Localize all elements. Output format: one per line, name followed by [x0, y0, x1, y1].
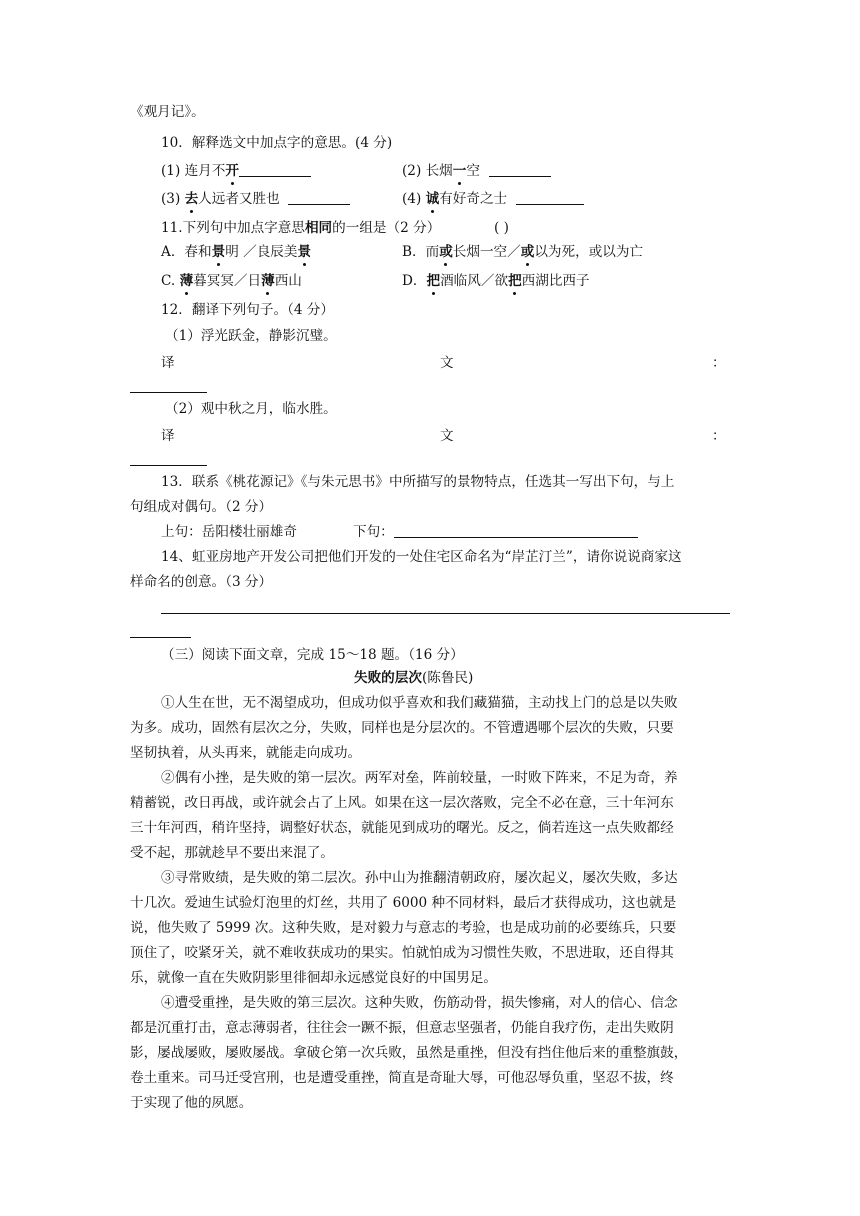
dotted-char: 开	[225, 163, 239, 179]
answer-blank[interactable]	[394, 523, 638, 538]
q11-answer-paren[interactable]: ( )	[494, 220, 509, 236]
translation-colon: ：	[712, 355, 726, 371]
answer-blank[interactable]	[239, 162, 311, 177]
paragraph-2-line: 受不起，那就趁早不要出来混了。	[130, 845, 334, 861]
paragraph-1-line: 坚韧执着，从头再来，就能走向成功。	[130, 745, 362, 761]
q11-option-d[interactable]: D．把酒临风／欲把西湖比西子	[402, 273, 590, 289]
answer-blank[interactable]	[489, 162, 551, 177]
translation-label-wen: 文	[440, 428, 454, 444]
q14-stem-line-2: 样命名的创意。（3 分）	[130, 574, 273, 590]
section-3-heading: （三）阅读下面文章，完成 15～18 题。（16 分）	[161, 647, 464, 663]
translation-colon: ：	[712, 428, 726, 444]
q10-stem: 10．解释选文中加点字的意思。(4 分)	[161, 135, 393, 151]
dotted-char: 薄	[261, 273, 275, 289]
answer-line[interactable]	[130, 392, 207, 393]
paragraph-3-line: ③寻常败绩，是失败的第二层次。孙中山为推翻清朝政府，屡次起义，屡次失败，多达	[161, 870, 678, 886]
dotted-char: 诚	[425, 191, 440, 207]
q13-stem-line-2: 句组成对偶句。（2 分）	[130, 499, 273, 515]
q11-option-b[interactable]: B．而或长烟一空／或以为死，或以为亡	[402, 244, 644, 260]
paragraph-4-line: 卷土重来。司马迁受宫刑，也是遭受重挫，简直是奇耻大辱，可他忍辱负重，坚忍不拔，终	[130, 1070, 674, 1086]
dotted-char: 景	[297, 244, 312, 260]
paragraph-2-line: ②偶有小挫，是失败的第一层次。两军对垒，阵前较量，一时败下阵来，不足为奇，养	[161, 770, 678, 786]
paragraph-1-line: ①人生在世，无不渴望成功，但成功似乎喜欢和我们藏猫猫，主动找上门的总是以失败	[161, 695, 678, 711]
q10-item-3: (3) 去人远者又胜也	[161, 190, 350, 208]
paragraph-4-line: 影，屡战屡败，屡败屡战。拿破仑第一次兵败，虽然是重挫，但没有挡住他后来的重整旗鼓，	[130, 1045, 688, 1061]
dotted-char: 把	[508, 273, 522, 289]
q13-lower-line: 下句：	[353, 523, 638, 541]
q10-item-2: (2) 长烟一空	[402, 162, 551, 180]
answer-line[interactable]	[130, 637, 191, 638]
q11-option-c[interactable]: C. 薄暮冥冥／日薄西山	[161, 273, 302, 289]
dotted-char: 或	[520, 244, 535, 260]
paragraph-2-line: 精蓄锐，改日再战，或许就会占了上风。如果在这一层次落败，完全不必在意，三十年河东	[130, 795, 674, 811]
book-reference-line: 《观月记》。	[130, 104, 205, 120]
dotted-char: 把	[426, 273, 441, 289]
q12-stem: 12．翻译下列句子。（4 分）	[161, 302, 334, 318]
q11-option-a[interactable]: A．春和景明 ／良辰美景	[161, 244, 312, 260]
dotted-char: 或	[439, 244, 453, 260]
answer-line[interactable]	[161, 613, 730, 614]
answer-line[interactable]	[130, 465, 207, 466]
translation-label-yi: 译	[161, 428, 175, 444]
paragraph-3-line: 说，他失败了 5999 次。这种失败，是对毅力与意志的考验，也是成功前的必要练兵，只要	[130, 920, 677, 936]
q11-stem: 11.下列句中加点字意思相同的一组是（2 分）	[161, 220, 441, 236]
paragraph-3-line: 顶住了，咬紧牙关，就不难收获成功的果实。怕就怕成为习惯性失败，不思进取，还自得其	[130, 945, 674, 961]
translation-label-wen: 文	[440, 355, 454, 371]
dotted-char: 薄	[179, 273, 194, 289]
answer-blank[interactable]	[516, 190, 584, 205]
paragraph-4-line: ④遭受重挫，是失败的第三层次。这种失败，伤筋动骨，损失惨痛，对人的信心、信念	[161, 995, 678, 1011]
paragraph-3-line: 乐，就像一直在失败阴影里徘徊却永远感觉良好的中国男足。	[130, 970, 498, 986]
dotted-char: 一	[452, 163, 467, 179]
paragraph-2-line: 三十年河西，稍许坚持，调整好状态，就能见到成功的曙光。反之，倘若连这一点失败都经	[130, 820, 674, 836]
q12-sentence-1: （1）浮光跃金，静影沉璧。	[165, 328, 337, 344]
q13-stem-line-1: 13．联系《桃花源记》《与朱元思书》中所描写的景物特点，任选其一写出下句，与上	[161, 474, 675, 490]
article-title: 失败的层次(陈鲁民)	[354, 670, 474, 686]
answer-blank[interactable]	[288, 190, 350, 205]
q13-upper-line: 上句：岳阳楼壮丽雄奇	[161, 524, 297, 540]
q10-item-1: (1) 连月不开	[161, 162, 311, 180]
q10-item-4: (4) 诚有好奇之士	[402, 190, 584, 208]
paragraph-3-line: 十几次。爱迪生试验灯泡里的灯丝，共用了 6000 种不同材料，最后才获得成功，这也就是	[130, 895, 677, 911]
paragraph-1-line: 为多。成功，固然有层次之分，失败，同样也是分层次的。不管遭遇哪个层次的失败，只要	[130, 720, 674, 736]
q14-stem-line-1: 14、虹亚房地产开发公司把他们开发的一处住宅区命名为“岸芷汀兰”，请你说说商家这	[161, 549, 682, 565]
paragraph-4-line: 于实现了他的夙愿。	[130, 1095, 253, 1111]
dotted-char: 景	[211, 244, 226, 260]
translation-label-yi: 译	[161, 355, 175, 371]
dotted-char: 去	[184, 191, 199, 207]
paragraph-4-line: 都是沉重打击，意志薄弱者，往往会一蹶不振，但意志坚强者，仍能自我疗伤，走出失败阴	[130, 1020, 674, 1036]
q12-sentence-2: （2）观中秋之月，临水胜。	[165, 401, 337, 417]
